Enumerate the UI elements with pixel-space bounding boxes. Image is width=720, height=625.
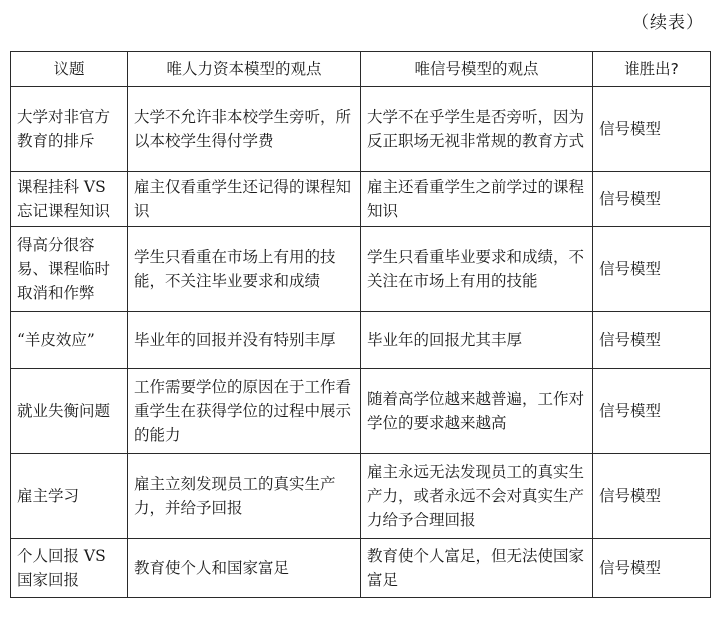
table-row	[11, 539, 711, 598]
cell-signaling: 雇主还看重学生之前学过的课程知识	[361, 172, 593, 227]
cell-topic: 就业失衡问题	[11, 369, 128, 454]
cell-winner: 信号模型	[593, 172, 711, 227]
table-row	[11, 454, 711, 539]
cell-human-capital: 雇主立刻发现员工的真实生产力，并给予回报	[128, 454, 361, 539]
cell-topic: 得高分很容易、课程临时取消和作弊	[11, 227, 128, 312]
cell-winner: 信号模型	[593, 312, 711, 369]
table-row	[11, 369, 711, 454]
cell-topic: 雇主学习	[11, 454, 128, 539]
table-row	[11, 87, 711, 172]
cell-human-capital: 大学不允许非本校学生旁听，所以本校学生得付学费	[128, 87, 361, 172]
table-row	[11, 312, 711, 369]
cell-signaling: 大学不在乎学生是否旁听，因为反正职场无视非常规的教育方式	[361, 87, 593, 172]
cell-topic: “羊皮效应”	[11, 312, 128, 369]
table-row	[11, 227, 711, 312]
cell-topic: 个人回报 VS 国家回报	[11, 539, 128, 598]
header-winner: 谁胜出?	[593, 52, 711, 87]
cell-signaling: 教育使个人富足，但无法使国家富足	[361, 539, 593, 598]
cell-human-capital: 雇主仅看重学生还记得的课程知识	[128, 172, 361, 227]
cell-topic: 课程挂科 VS 忘记课程知识	[11, 172, 128, 227]
cell-winner: 信号模型	[593, 454, 711, 539]
cell-winner: 信号模型	[593, 539, 711, 598]
cell-human-capital: 教育使个人和国家富足	[128, 539, 361, 598]
cell-signaling: 雇主永远无法发现员工的真实生产力，或者永远不会对真实生产力给予合理回报	[361, 454, 593, 539]
header-topic: 议题	[11, 52, 128, 87]
header-signaling: 唯信号模型的观点	[361, 52, 593, 87]
cell-human-capital: 学生只看重在市场上有用的技能，不关注毕业要求和成绩	[128, 227, 361, 312]
table-row	[11, 172, 711, 227]
cell-topic: 大学对非官方教育的排斥	[11, 87, 128, 172]
continued-label: （续表）	[632, 13, 704, 33]
table-header-row	[11, 52, 711, 87]
cell-human-capital: 工作需要学位的原因在于工作看重学生在获得学位的过程中展示的能力	[128, 369, 361, 454]
comparison-table	[10, 51, 711, 598]
cell-winner: 信号模型	[593, 227, 711, 312]
cell-signaling: 学生只看重毕业要求和成绩，不关注在市场上有用的技能	[361, 227, 593, 312]
header-human-capital: 唯人力资本模型的观点	[128, 52, 361, 87]
cell-winner: 信号模型	[593, 87, 711, 172]
cell-signaling: 毕业年的回报尤其丰厚	[361, 312, 593, 369]
cell-human-capital: 毕业年的回报并没有特别丰厚	[128, 312, 361, 369]
cell-winner: 信号模型	[593, 369, 711, 454]
cell-signaling: 随着高学位越来越普遍，工作对学位的要求越来越高	[361, 369, 593, 454]
